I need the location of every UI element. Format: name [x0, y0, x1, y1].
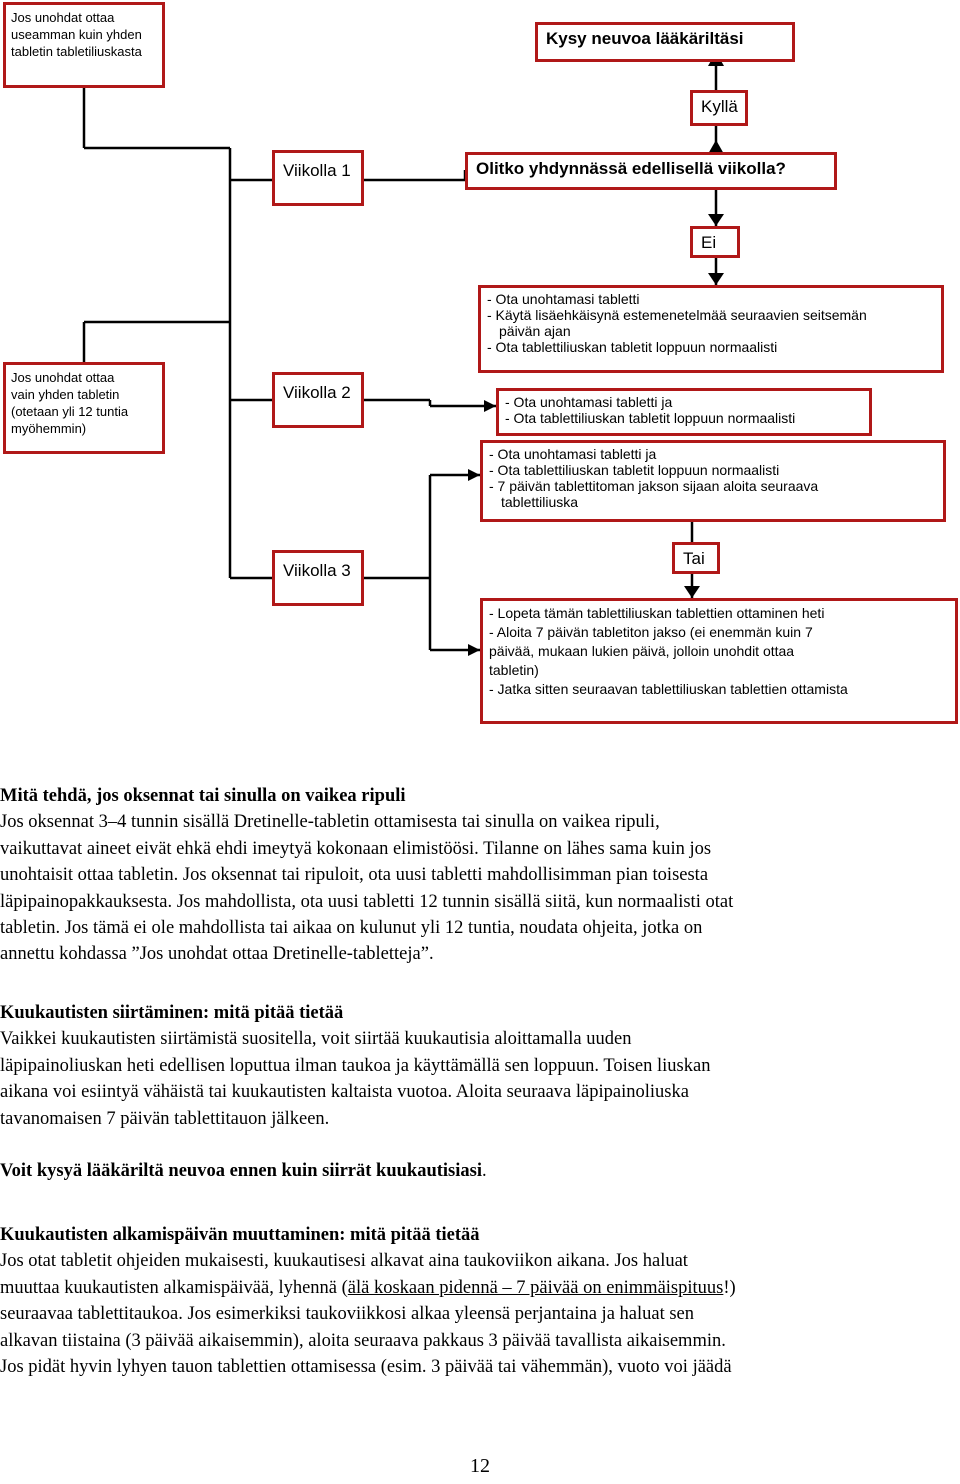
box-week3: [272, 550, 364, 606]
week3-option2-line: päivää, mukaan lukien päivä, jolloin unohdit ottaa: [489, 643, 795, 659]
week2-label: Viikolla 2: [283, 383, 351, 402]
question-label: Olitko yhdynnässä edellisellä viikolla?: [476, 159, 786, 178]
week1-label: Viikolla 1: [283, 161, 351, 180]
change-line2-underlined: älä koskaan pidennä – 7 päivää on enimmäispituus: [347, 1277, 724, 1298]
week1-action-line: - Ota unohtamasi tabletti: [487, 291, 640, 307]
week3-option1-line: - 7 päivän tablettitoman jakson sijaan aloita seuraava: [489, 478, 819, 494]
box-ask-doctor: [535, 22, 795, 62]
vomit-title: Mitä tehdä, jos oksennat tai sinulla on vaikea ripuli: [0, 786, 406, 806]
week1-action-line: päivän ajan: [499, 323, 571, 339]
or-label: Tai: [683, 549, 705, 568]
vomit-line: vaikuttavat aineet eivät ehkä ehdi imeytyä kokonaan elimistöösi. Tilanne on lähes sama kuin jos: [0, 838, 712, 859]
box-yes: [690, 90, 748, 126]
week3-option2-line: - Aloita 7 päivän tabletiton jakso (ei enemmän kuin 7: [489, 624, 813, 640]
no-label: Ei: [701, 233, 717, 252]
week3-option1-line: tablettiliuska: [501, 494, 579, 510]
box-missed-many-line: useamman kuin yhden: [11, 27, 142, 42]
box-missed-many-line: Jos unohdat ottaa: [11, 10, 115, 25]
box-week2-actions: [496, 388, 872, 436]
change-line: [0, 1275, 950, 1301]
box-missed-many: [3, 2, 165, 88]
week3-option2-line: tabletin): [489, 662, 539, 678]
vomit-line: Jos oksennat 3–4 tunnin sisällä Dretinelle-tabletin ottamisesta tai sinulla on vaikea ripuli,: [0, 812, 660, 833]
shift-line: Vaikkei kuukautisten siirtämistä suositella, voit siirtää kuukautisia aloittamalla uuden: [0, 1029, 632, 1050]
week3-option1-line: - Ota tablettiliuskan tabletit loppuun normaalisti: [489, 462, 780, 478]
box-question: [465, 152, 837, 190]
missed-pill-flowchart: [0, 0, 960, 740]
change-line2-end: !): [723, 1277, 736, 1298]
box-missed-one: [3, 362, 165, 454]
box-week3-option2: [480, 598, 958, 724]
box-missed-one-line: vain yhden tabletin: [11, 387, 120, 402]
box-missed-one-line: myöhemmin): [11, 421, 87, 436]
week3-label: Viikolla 3: [283, 561, 351, 580]
change-line2-start: muuttaa kuukautisten alkamispäivää, lyhennä (: [0, 1277, 348, 1298]
box-or: [672, 542, 720, 574]
week3-option1-line: - Ota unohtamasi tabletti ja: [489, 446, 657, 462]
box-missed-many-line: tabletin tabletiliuskasta: [11, 44, 142, 59]
change-line: Jos otat tabletit ohjeiden mukaisesti, kuukautisesi alkavat aina taukoviikon aikana. Jos haluat: [0, 1251, 688, 1272]
week3-option2-line: - Lopeta tämän tablettiliuskan tablettien ottaminen heti: [489, 605, 825, 621]
shift-section: [0, 1000, 950, 1184]
change-line: alkavan tiistaina (3 päivää aikaisemmin), aloita seuraava pakkaus 3 päivää tavallista aikaisemmin.: [0, 1330, 726, 1351]
week1-action-line: - Ota tablettiliuskan tabletit loppuun normaalisti: [487, 339, 778, 355]
week1-action-line: - Käytä lisäehkäisynä estemenetelmää seuraavien seitsemän: [487, 307, 867, 323]
box-week1: [272, 150, 364, 206]
box-no: [690, 226, 740, 258]
shift-note-end: .: [481, 1161, 487, 1182]
page-number: 12: [470, 1455, 490, 1477]
box-week3-option1: [480, 440, 946, 522]
vomit-section: [0, 783, 950, 968]
yes-label: Kyllä: [701, 97, 738, 116]
shift-title: Kuukautisten siirtäminen: mitä pitää tietää: [0, 1003, 344, 1023]
change-section: [0, 1222, 950, 1380]
box-missed-one-line: (otetaan yli 12 tuntia: [11, 404, 129, 419]
shift-note-para: [0, 1158, 950, 1184]
week2-action-line: - Ota tablettiliuskan tabletit loppuun normaalisti: [505, 410, 796, 426]
vomit-line: tabletin. Jos tämä ei ole mahdollista tai aikaa on kulunut yli 12 tuntia, noudata ohjeita, jotka on: [0, 918, 703, 939]
box-week2: [272, 372, 364, 428]
box-week1-actions: [478, 285, 944, 373]
change-line: Jos pidät hyvin lyhyen tauon tablettien ottamisessa (esim. 3 päivää tai vähemmän), vuoto voi jäädä: [0, 1357, 732, 1378]
vomit-line: läpipainopakkauksesta. Jos mahdollista, ota uusi tabletti 12 tunnin sisällä siitä, kun normaalisti otat: [0, 891, 734, 912]
ask-doctor-label: Kysy neuvoa lääkäriltäsi: [546, 29, 744, 48]
shift-note: Voit kysyä lääkäriltä neuvoa ennen kuin siirrät kuukautisiasi: [0, 1161, 482, 1182]
shift-line: aikana voi esiintyä vähäistä tai kuukautisten kaltaista vuotoa. Aloita seuraava läpipainoliuska: [0, 1082, 689, 1103]
change-line: seuraavaa tablettitaukoa. Jos esimerkiksi taukoviikkosi alkaa yleensä perjantaina ja haluat sen: [0, 1304, 695, 1325]
change-title: Kuukautisten alkamispäivän muuttaminen: mitä pitää tietää: [0, 1225, 480, 1245]
week2-action-line: - Ota unohtamasi tabletti ja: [505, 394, 673, 410]
shift-line: läpipainoliuskan heti edellisen loputtua ilman taukoa ja käyttämällä sen loppuun. Toisen liuskan: [0, 1055, 711, 1076]
vomit-line: unohtaisit ottaa tabletin. Jos oksennat tai ripuloit, ota uusi tabletti mahdollisimman pian toisesta: [0, 865, 709, 886]
shift-line: tavanomaisen 7 päivän tablettitauon jälkeen.: [0, 1108, 330, 1129]
week3-option2-line: - Jatka sitten seuraavan tablettiliuskan tablettien ottamista: [489, 681, 848, 697]
box-missed-one-line: Jos unohdat ottaa: [11, 370, 115, 385]
vomit-line: annettu kohdassa ”Jos unohdat ottaa Dretinelle-tabletteja”.: [0, 944, 434, 965]
